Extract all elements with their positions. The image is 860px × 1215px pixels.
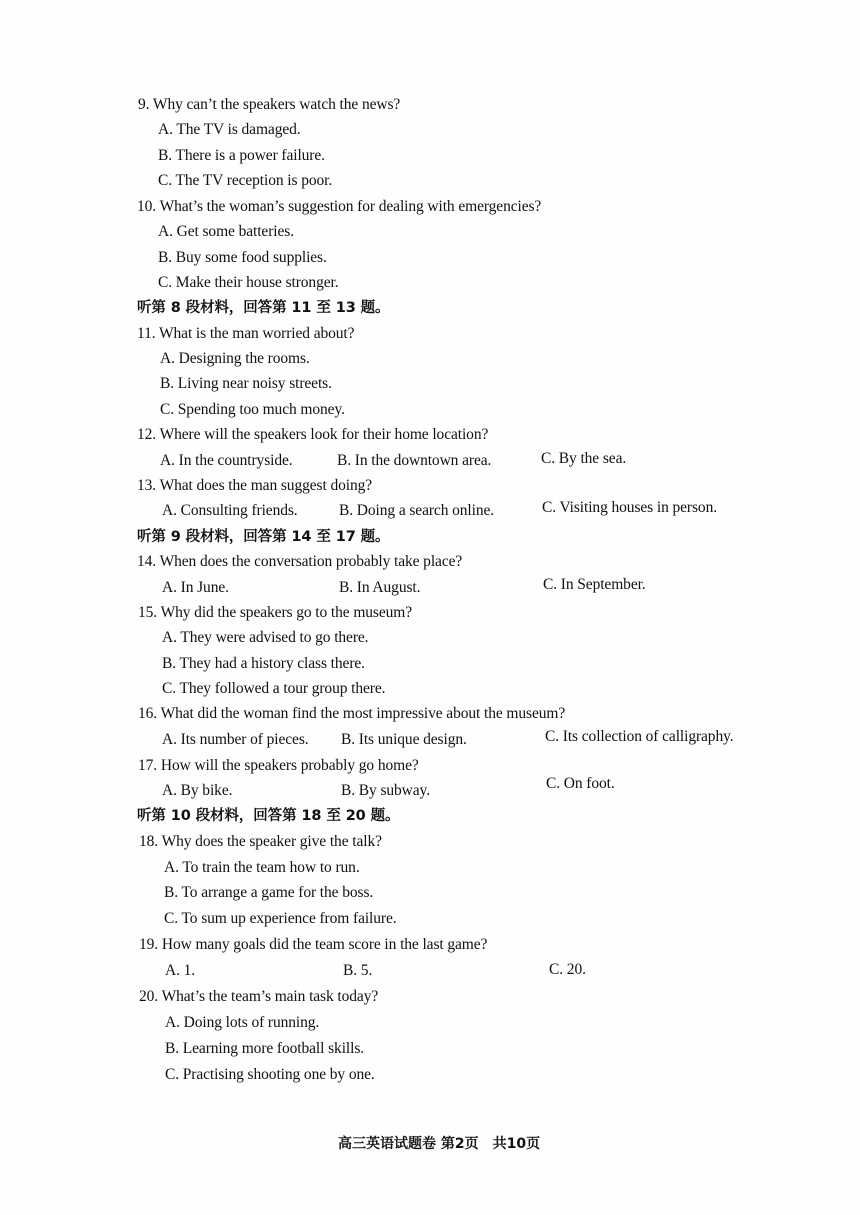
question-20-option-c: C. Practising shooting one by one.: [165, 1066, 375, 1083]
question-11-option-a: A. Designing the rooms.: [160, 350, 310, 367]
question-14: 14. When does the conversation probably take place?: [137, 553, 463, 570]
question-20-option-a: A. Doing lots of running.: [165, 1014, 320, 1031]
question-10: 10. What’s the woman’s suggestion for dealing with emergencies?: [137, 198, 542, 215]
question-10-option-c: C. Make their house stronger.: [158, 274, 339, 291]
question-16-option-b: B. Its unique design.: [341, 731, 467, 748]
question-9-option-c: C. The TV reception is poor.: [158, 172, 333, 189]
question-16-option-c: C. Its collection of calligraphy.: [545, 728, 734, 745]
question-18-option-b: B. To arrange a game for the boss.: [164, 884, 374, 901]
question-14-option-b: B. In August.: [339, 579, 421, 596]
question-18-option-c: C. To sum up experience from failure.: [164, 910, 397, 927]
question-16-option-a: A. Its number of pieces.: [162, 731, 309, 748]
question-17: 17. How will the speakers probably go home?: [138, 757, 419, 774]
question-10-option-b: B. Buy some food supplies.: [158, 249, 327, 266]
question-20-option-b: B. Learning more football skills.: [165, 1040, 365, 1057]
question-19-option-b: B. 5.: [343, 962, 373, 979]
section-8-header: 听第 8 段材料，回答第 11 至 13 题。: [137, 300, 390, 316]
question-9-option-a: A. The TV is damaged.: [158, 121, 301, 138]
question-13-option-b: B. Doing a search online.: [339, 502, 495, 519]
question-15-option-a: A. They were advised to go there.: [162, 629, 369, 646]
section-10-header: 听第 10 段材料，回答第 18 至 20 题。: [137, 808, 400, 824]
question-17-option-b: B. By subway.: [341, 782, 430, 799]
question-9-option-b: B. There is a power failure.: [158, 147, 325, 164]
question-14-option-a: A. In June.: [162, 579, 229, 596]
question-10-option-a: A. Get some batteries.: [158, 223, 294, 240]
question-11-option-c: C. Spending too much money.: [160, 401, 345, 418]
question-11: 11. What is the man worried about?: [137, 325, 355, 342]
question-12-option-a: A. In the countryside.: [160, 452, 293, 469]
question-12-option-b: B. In the downtown area.: [337, 452, 492, 469]
question-12-option-c: C. By the sea.: [541, 450, 627, 467]
question-9: 9. Why can’t the speakers watch the news?: [138, 96, 401, 113]
question-18: 18. Why does the speaker give the talk?: [139, 833, 382, 850]
question-17-option-a: A. By bike.: [162, 782, 233, 799]
question-15-option-c: C. They followed a tour group there.: [162, 680, 386, 697]
question-14-option-c: C. In September.: [543, 576, 646, 593]
question-19-option-c: C. 20.: [549, 961, 586, 978]
question-20: 20. What’s the team’s main task today?: [139, 988, 379, 1005]
question-13-option-c: C. Visiting houses in person.: [542, 499, 718, 516]
question-13: 13. What does the man suggest doing?: [137, 477, 373, 494]
question-11-option-b: B. Living near noisy streets.: [160, 375, 332, 392]
question-17-option-c: C. On foot.: [546, 775, 615, 792]
question-15-option-b: B. They had a history class there.: [162, 655, 365, 672]
question-13-option-a: A. Consulting friends.: [162, 502, 298, 519]
question-19-option-a: A. 1.: [165, 962, 196, 979]
question-15: 15. Why did the speakers go to the museum?: [138, 604, 413, 621]
question-16: 16. What did the woman find the most impressive about the museum?: [138, 705, 566, 722]
question-12: 12. Where will the speakers look for their home location?: [137, 426, 489, 443]
question-18-option-a: A. To train the team how to run.: [164, 859, 360, 876]
page-footer: 高三英语试题卷 第2页 共10页: [338, 1136, 541, 1152]
section-9-header: 听第 9 段材料，回答第 14 至 17 题。: [137, 529, 390, 545]
question-19: 19. How many goals did the team score in the last game?: [139, 936, 488, 953]
